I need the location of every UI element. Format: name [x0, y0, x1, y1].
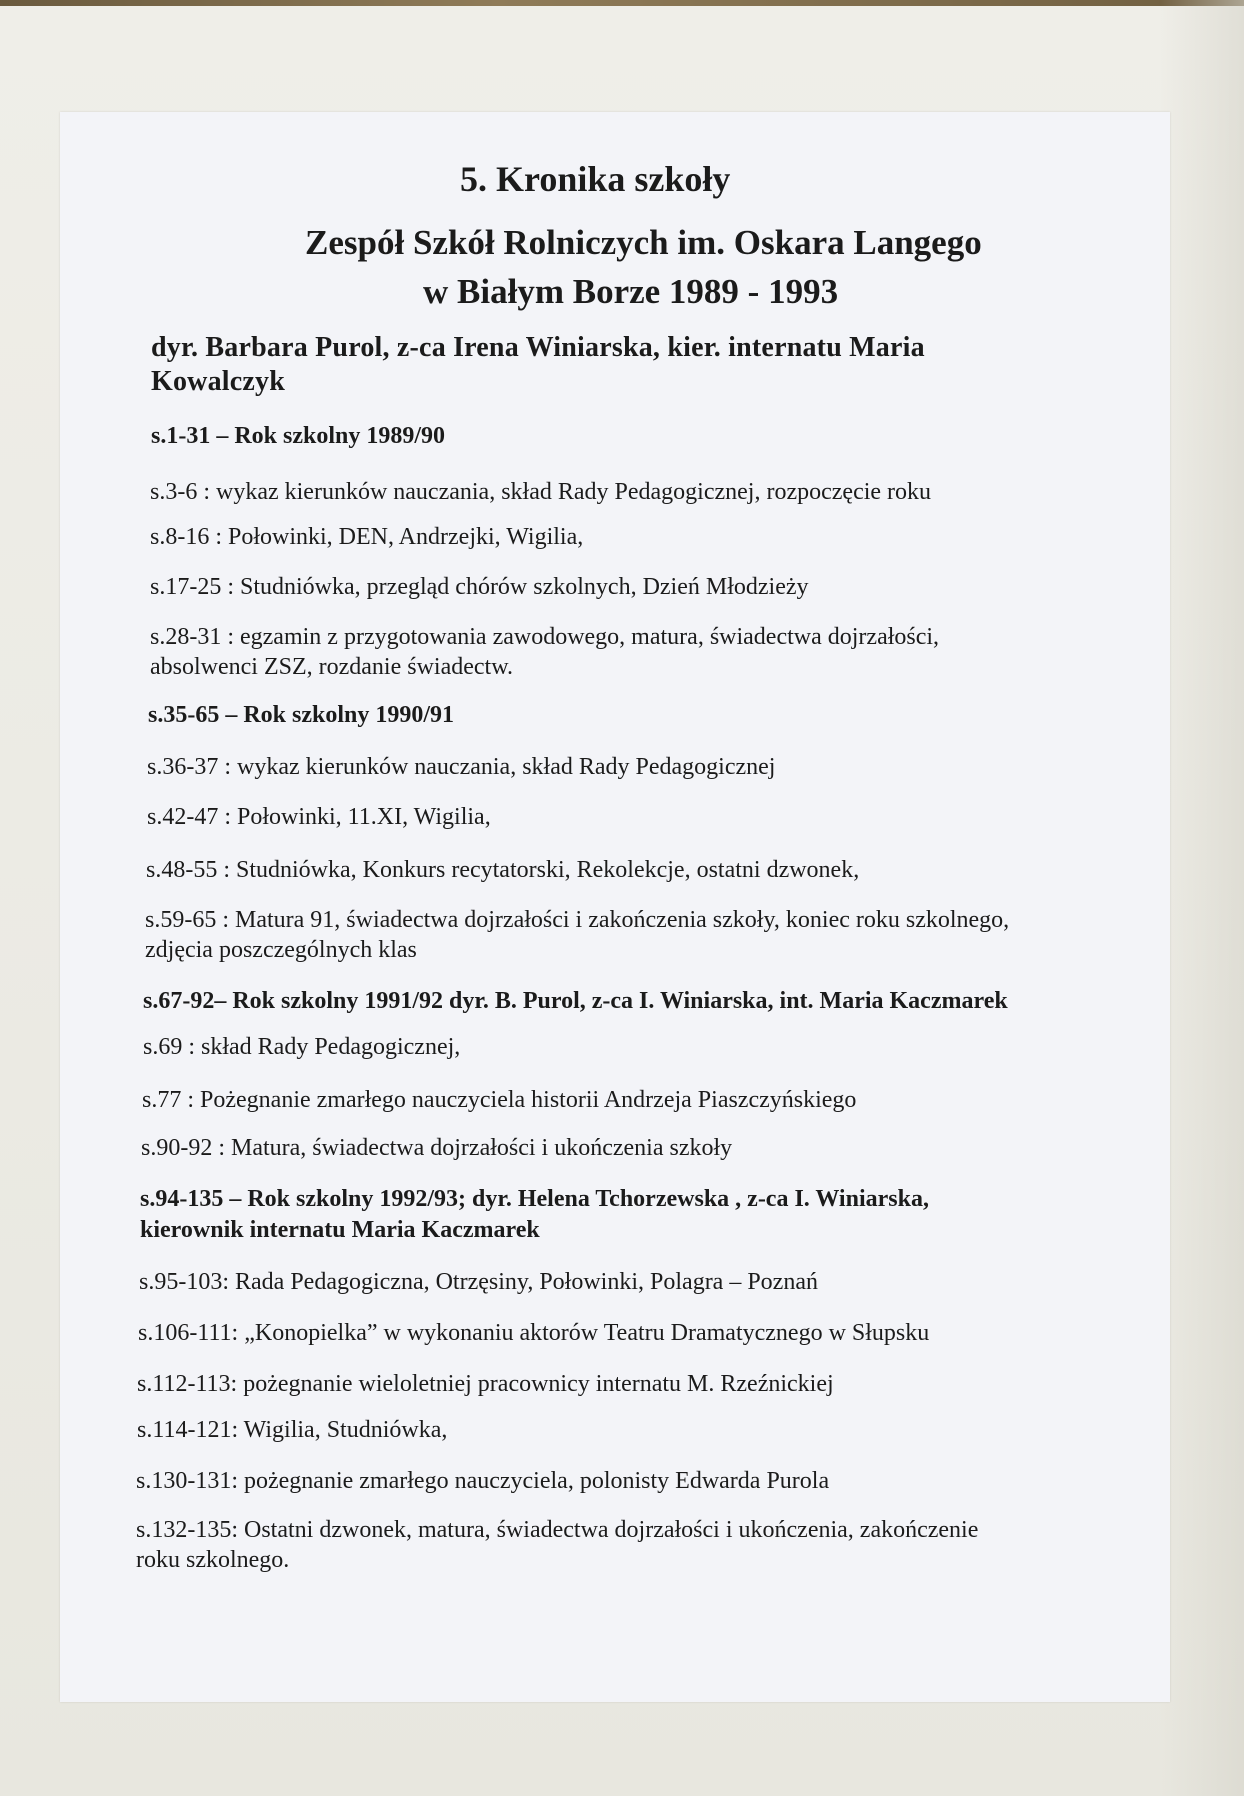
year-heading-1992: s.94-135 – Rok szkolny 1992/93; dyr. Helena Tchorzewska , z-ca I. Winiarska, [140, 1186, 929, 1212]
school-name: Zespół Szkół Rolniczych im. Oskara Langego [305, 223, 982, 262]
top-edge [0, 0, 1244, 6]
school-location-years: w Białym Borze 1989 - 1993 [423, 272, 839, 311]
year-heading-1989: s.1-31 – Rok szkolny 1989/90 [151, 423, 446, 449]
list-item: s.8-16 : Połowinki, DEN, Andrzejki, Wigilia, [150, 524, 584, 550]
list-item: s.132-135: Ostatni dzwonek, matura, świadectwa dojrzałości i ukończenia, zakończenie [136, 1517, 979, 1543]
document-title: 5. Kronika szkoły [460, 159, 731, 199]
list-item: s.48-55 : Studniówka, Konkurs recytatorski, Rekolekcje, ostatni dzwonek, [146, 857, 860, 883]
list-item: s.42-47 : Połowinki, 11.XI, Wigilia, [147, 804, 491, 830]
staff-line: dyr. Barbara Purol, z-ca Irena Winiarska, kier. internatu Maria [151, 332, 925, 363]
list-item: s.36-37 : wykaz kierunków nauczania, skład Rady Pedagogicznej [147, 754, 776, 780]
list-item: s.28-31 : egzamin z przygotowania zawodowego, matura, świadectwa dojrzałości, [150, 624, 940, 650]
year-heading-1992-continued: kierownik internatu Maria Kaczmarek [140, 1217, 540, 1243]
list-item: s.59-65 : Matura 91, świadectwa dojrzałości i zakończenia szkoły, koniec roku szkolnego, [145, 907, 1010, 933]
year-heading-1990: s.35-65 – Rok szkolny 1990/91 [148, 702, 455, 728]
list-item: s.77 : Pożegnanie zmarłego nauczyciela historii Andrzeja Piaszczyńskiego [142, 1087, 857, 1113]
list-item-continued: zdjęcia poszczególnych klas [145, 937, 417, 963]
edge-shadow [1160, 0, 1244, 1796]
list-item: s.69 : skład Rady Pedagogicznej, [143, 1034, 461, 1060]
list-item-continued: absolwenci ZSZ, rozdanie świadectw. [150, 654, 513, 680]
list-item-continued: roku szkolnego. [136, 1547, 290, 1573]
list-item: s.90-92 : Matura, świadectwa dojrzałości i ukończenia szkoły [141, 1135, 733, 1161]
staff-line-continued: Kowalczyk [151, 366, 286, 397]
list-item: s.114-121: Wigilia, Studniówka, [137, 1417, 448, 1443]
list-item: s.3-6 : wykaz kierunków nauczania, skład Rady Pedagogicznej, rozpoczęcie roku [150, 479, 932, 505]
list-item: s.106-111: „Konopielka” w wykonaniu aktorów Teatru Dramatycznego w Słupsku [138, 1320, 930, 1346]
list-item: s.130-131: pożegnanie zmarłego nauczyciela, polonisty Edwarda Purola [136, 1468, 830, 1494]
year-heading-1991: s.67-92– Rok szkolny 1991/92 dyr. B. Purol, z-ca I. Winiarska, int. Maria Kaczmarek [143, 988, 1008, 1014]
list-item: s.95-103: Rada Pedagogiczna, Otrzęsiny, Połowinki, Polagra – Poznań [139, 1269, 818, 1295]
list-item: s.17-25 : Studniówka, przegląd chórów szkolnych, Dzień Młodzieży [150, 574, 809, 600]
list-item: s.112-113: pożegnanie wieloletniej pracownicy internatu M. Rzeźnickiej [137, 1371, 834, 1397]
